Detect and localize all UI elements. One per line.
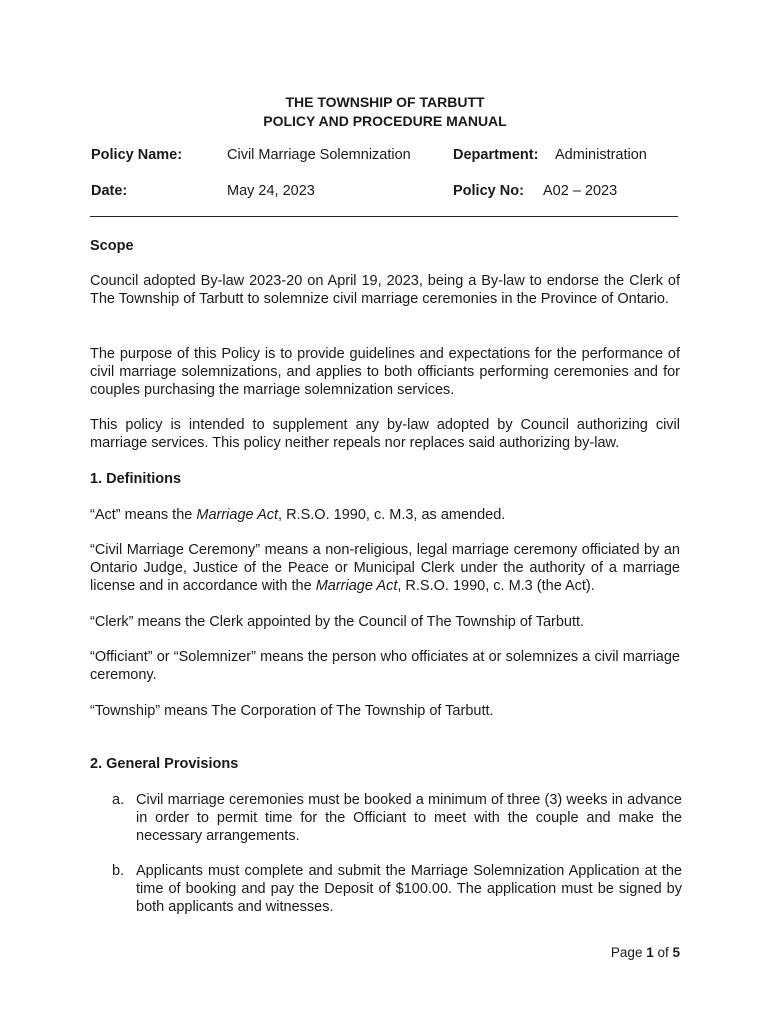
scope-paragraph-2: The purpose of this Policy is to provide guidelines and expectations for the performance of civil marriage solemnizations, and applies to both officiants performing ceremonies and for couples purchasing the marriage solemnization services. <box>90 346 680 398</box>
date-value: May 24, 2023 <box>227 183 315 199</box>
department-value: Administration <box>555 147 647 163</box>
date-label: Date: <box>91 183 128 199</box>
list-item-marker: b. <box>112 863 125 879</box>
meta-row-policy <box>91 147 681 167</box>
title-line-1: THE TOWNSHIP OF TARBUTT <box>285 94 485 110</box>
definition-clerk: “Clerk” means the Clerk appointed by the Council of The Township of Tarbutt. <box>90 614 585 630</box>
policy-no-label: Policy No: <box>453 183 524 199</box>
list-item <box>112 862 682 916</box>
header-divider <box>90 216 678 217</box>
list-item <box>112 791 682 845</box>
definition-civil-italic: Marriage Act <box>315 578 398 594</box>
definition-act <box>90 506 680 524</box>
meta-row-date <box>91 183 681 203</box>
definition-civil-marriage <box>90 541 680 595</box>
scope-heading: Scope <box>90 238 134 254</box>
scope-paragraph-1: Council adopted By-law 2023-20 on April 19, 2023, being a By-law to endorse the Clerk of The Township of Tarbutt to solemnize civil marriage ceremonies in the Province of Ontario. <box>90 273 680 307</box>
page-current: 1 <box>646 945 654 960</box>
list-item-marker: a. <box>112 792 125 808</box>
title-line-2: POLICY AND PROCEDURE MANUAL <box>263 113 507 129</box>
definition-act-text-1: “Act” means the <box>90 507 197 523</box>
page-middle: of <box>653 945 673 960</box>
page-prefix: Page <box>610 945 647 960</box>
department-label: Department: <box>453 147 539 163</box>
definition-township: “Township” means The Corporation of The Township of Tarbutt. <box>90 703 494 719</box>
policy-name-label: Policy Name: <box>91 147 183 163</box>
list-item-text: Civil marriage ceremonies must be booked a minimum of three (3) weeks in advance in order to permit time for the Officiant to meet with the couple and make the necessary arrangements. <box>136 792 682 844</box>
definitions-heading: 1. Definitions <box>90 471 182 487</box>
page-number <box>611 945 680 960</box>
general-provisions-heading: 2. General Provisions <box>90 756 239 772</box>
page-total: 5 <box>672 945 680 960</box>
scope-paragraph-3: This policy is intended to supplement any by-law adopted by Council authorizing civil marriage services. This policy neither repeals nor replaces said authorizing by-law. <box>90 417 680 451</box>
definition-act-text-2: , R.S.O. 1990, c. M.3, as amended. <box>278 507 506 523</box>
policy-name-value: Civil Marriage Solemnization <box>227 147 411 163</box>
definition-act-italic: Marriage Act <box>196 507 279 523</box>
definition-officiant: “Officiant” or “Solemnizer” means the person who officiates at or solemnizes a civil marriage ceremony. <box>90 649 680 683</box>
definition-civil-text-2: , R.S.O. 1990, c. M.3 (the Act). <box>397 578 595 594</box>
document-title <box>0 93 770 131</box>
definition-civil-text-1: “Civil Marriage Ceremony” means a non-religious, legal marriage ceremony officiated by an Ontario Judge, Justice of the Peace or Municipal Clerk under the authority of a marriage license and in accordance with the <box>90 542 680 594</box>
policy-no-value: A02 – 2023 <box>543 183 618 199</box>
list-item-text: Applicants must complete and submit the Marriage Solemnization Application at the time of booking and pay the Deposit of $100.00. The application must be signed by both applicants and witnesses. <box>136 863 682 915</box>
